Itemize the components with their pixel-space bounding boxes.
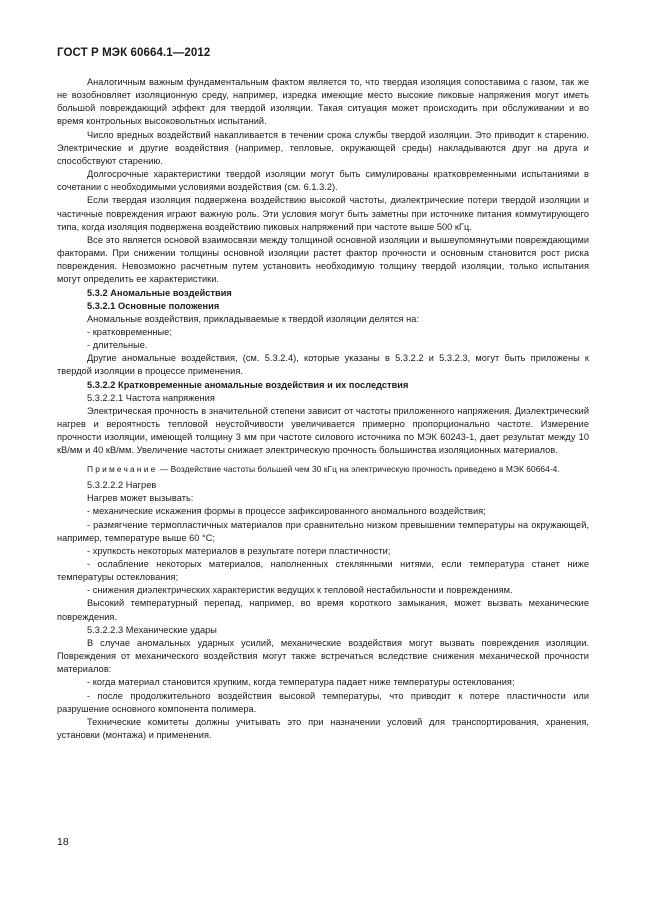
paragraph: 5.3.2.2.1 Частота напряжения xyxy=(87,392,215,403)
paragraph: Другие аномальные воздействия, (см. 5.3.2.4), которые указаны в 5.3.2.2 и 5.3.2.3, могут быть приложены к твердой изоляции в процессе применения. xyxy=(57,353,589,377)
note-label: Примечание xyxy=(87,463,158,474)
paragraph: - после продолжительного воздействия высокой температуры, что приводит к потере пластичности или разрушение основного компонента полимера. xyxy=(57,690,589,714)
paragraph: Нагрев может вызывать: xyxy=(87,493,194,504)
section-heading: 5.3.2 Аномальные воздействия xyxy=(87,287,232,298)
paragraph: В случае аномальных ударных усилий, механические воздействия могут вызвать повреждения изоляции. Повреждения от механического воздействия могут также встречаться вследствие снижения механической прочности материалов: xyxy=(57,637,589,675)
paragraph: Электрическая прочность в значительной степени зависит от частоты приложенного напряжения. Диэлектрический нагрев и вероятность тепловой неустойчивости увеличивается примерно пропорционально частоте. Измерение прочности изоляции, имеющей толщину 3 мм при частоте силового источника по МЭК 60243-1, дает результат между 10 кВ/мм и 40 кВ/мм. Увеличение частоты снижает электрическую прочность большинства изоляционных материалов. xyxy=(57,405,589,456)
note xyxy=(57,463,589,476)
paragraph: - механические искажения формы в процессе зафиксированного аномального воздействия; xyxy=(87,506,486,517)
page-number: 18 xyxy=(57,836,69,848)
paragraph: - ослабление некоторых материалов, наполненных стеклянными нитями, если температура станет ниже температуры остеклования; xyxy=(57,558,589,583)
paragraph: 5.3.2.2.3 Механические удары xyxy=(87,624,217,635)
paragraph: - кратковременные; xyxy=(87,326,172,337)
paragraph: - длительные. xyxy=(87,340,148,351)
paragraph: 5.3.2.2.2 Нагрев xyxy=(87,480,157,491)
paragraph: Технические комитеты должны учитывать это при назначении условий для транспортирования, хранения, установки (монтажа) и применения. xyxy=(57,716,589,740)
section-heading: 5.3.2.2 Кратковременные аномальные воздействия и их последствия xyxy=(87,379,409,390)
paragraph: - хрупкость некоторых материалов в результате потери пластичности; xyxy=(87,545,391,556)
paragraph: Высокий температурный перепад, например, во время короткого замыкания, может вызвать механические повреждения. xyxy=(57,598,589,622)
document-header: ГОСТ Р МЭК 60664.1—2012 xyxy=(57,47,211,59)
paragraph: Аналогичным важным фундаментальным фактом является то, что твердая изоляция сопоставима с газом, так же не возобновляет изоляционную среду, например, изредка имеющие место высокие пиковые напряжения могут иметь большой повреждающий эффект для твердой изоляции. Такая ситуация может происходить при обслуживании и во время контрольных высоковольтных испытаний. xyxy=(57,77,589,127)
paragraph: Если твердая изоляция подвержена воздействию высокой частоты, диэлектрические потери твердой изоляции и частичные повреждения играют важную роль. Эти условия могут быть заметны при источнике питания коммутирующего типа, когда изоляция подвержена воздействию пиковых напряжений при частоте выше 500 кГц. xyxy=(57,195,589,232)
section-heading: 5.3.2.1 Основные положения xyxy=(87,300,220,311)
paragraph: - снижения диэлектрических характеристик ведущих к тепловой нестабильности и повреждениям. xyxy=(87,585,513,596)
paragraph: Число вредных воздействий накапливается в течении срока службы твердой изоляции. Это приводит к старению. Электрические и другие воздействия (например, тепловые, окружающей среды) накладываются друг на друга и способствуют старению. xyxy=(57,129,589,166)
paragraph: Долгосрочные характеристики твердой изоляции могут быть симулированы кратковременными испытаниями в сочетании с необходимыми условиями воздействия (см. 6.1.3.2). xyxy=(57,169,589,193)
paragraph: - когда материал становится хрупким, когда температура падает ниже температуры остеклования; xyxy=(87,677,515,688)
note-text: — Воздействие частоты большей чем 30 кГц на электрическую прочность приведено в МЭК 60664-4. xyxy=(157,463,560,474)
document-body xyxy=(57,76,589,742)
paragraph: Все это является основой взаимосвязи между толщиной основной изоляции и вышеупомянутыми повреждающими факторами. При снижении толщины основной изоляции растет фактор прочности и основным становится рост риска повреждения. Невозможно расчетным путем установить необходимую толщину твердой изоляции, только испытания могут определить ее характеристики. xyxy=(57,234,589,285)
paragraph: Аномальные воздействия, прикладываемые к твердой изоляции делятся на: xyxy=(87,313,420,324)
paragraph: - размягчение термопластичных материалов при сравнительно низком превышении температуры на окружающей, например, температуре выше 60 °С; xyxy=(57,519,589,543)
